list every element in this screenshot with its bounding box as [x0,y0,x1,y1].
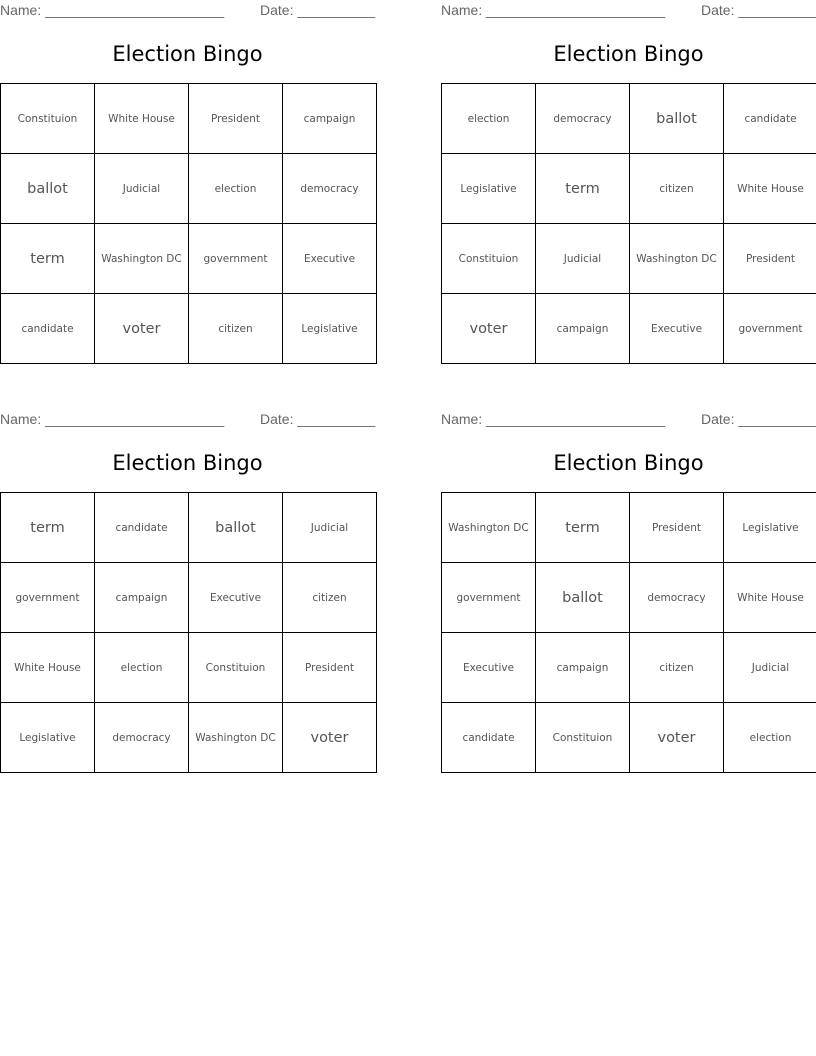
grid-row [442,294,816,364]
grid-cell[interactable]: democracy [95,703,189,773]
grid-cell[interactable]: Constituion [189,633,283,703]
grid-cell[interactable]: Legislative [442,154,536,224]
grid-cell[interactable]: candidate [95,493,189,563]
date-field[interactable]: Date: __________ [260,411,376,427]
grid-cell[interactable]: government [442,563,536,633]
grid-cell[interactable]: democracy [630,563,724,633]
grid-cell[interactable]: Washington DC [442,493,536,563]
grid-cell[interactable]: citizen [630,154,724,224]
grid-cell[interactable]: campaign [536,633,630,703]
grid-cell[interactable]: Executive [442,633,536,703]
card-title: Election Bingo [553,451,704,475]
grid-cell[interactable]: Washington DC [189,703,283,773]
grid-row [442,84,816,154]
grid-cell[interactable]: candidate [1,294,95,364]
grid-cell[interactable]: candidate [442,703,536,773]
grid-cell[interactable]: White House [95,84,189,154]
bingo-card-3 [0,409,375,779]
grid-row [442,563,816,633]
card-title: Election Bingo [112,451,263,475]
grid-cell[interactable]: Constituion [536,703,630,773]
date-field[interactable]: Date: __________ [701,2,816,18]
grid-cell[interactable]: voter [95,294,189,364]
grid-cell[interactable]: White House [724,563,816,633]
grid-cell[interactable]: President [189,84,283,154]
grid-row [442,633,816,703]
grid-cell[interactable]: term [1,224,95,294]
grid-row [1,154,377,224]
grid-cell[interactable]: Legislative [1,703,95,773]
grid-cell[interactable]: White House [1,633,95,703]
grid-cell[interactable]: voter [630,703,724,773]
grid-cell[interactable]: voter [283,703,377,773]
bingo-grid [0,83,377,364]
grid-cell[interactable]: President [724,224,816,294]
grid-row [442,154,816,224]
grid-cell[interactable]: campaign [283,84,377,154]
grid-cell[interactable]: ballot [189,493,283,563]
name-field[interactable]: Name: _______________________ [441,2,666,18]
grid-cell[interactable]: Executive [189,563,283,633]
grid-row [1,703,377,773]
grid-cell[interactable]: election [442,84,536,154]
grid-cell[interactable]: candidate [724,84,816,154]
grid-row [442,224,816,294]
grid-cell[interactable]: ballot [1,154,95,224]
grid-cell[interactable]: Constituion [1,84,95,154]
grid-cell[interactable]: government [724,294,816,364]
grid-cell[interactable]: government [189,224,283,294]
grid-cell[interactable]: citizen [189,294,283,364]
grid-cell[interactable]: term [536,493,630,563]
grid-cell[interactable]: Judicial [95,154,189,224]
bingo-grid [441,492,816,773]
grid-row [442,493,816,563]
grid-row [1,633,377,703]
grid-cell[interactable]: campaign [95,563,189,633]
grid-cell[interactable]: ballot [536,563,630,633]
grid-cell[interactable]: President [283,633,377,703]
grid-cell[interactable]: Judicial [283,493,377,563]
bingo-grid [441,83,816,364]
name-field[interactable]: Name: _______________________ [441,411,666,427]
grid-cell[interactable]: election [189,154,283,224]
grid-cell[interactable]: Judicial [536,224,630,294]
grid-cell[interactable]: citizen [630,633,724,703]
grid-cell[interactable]: Washington DC [630,224,724,294]
grid-cell[interactable]: Legislative [724,493,816,563]
grid-cell[interactable]: democracy [283,154,377,224]
bingo-card-2 [441,0,816,370]
grid-cell[interactable]: Constituion [442,224,536,294]
grid-cell[interactable]: voter [442,294,536,364]
grid-cell[interactable]: Executive [630,294,724,364]
grid-cell[interactable]: White House [724,154,816,224]
grid-row [442,703,816,773]
grid-cell[interactable]: government [1,563,95,633]
bingo-card-1 [0,0,375,370]
grid-row [1,84,377,154]
name-field[interactable]: Name: _______________________ [0,411,225,427]
name-field[interactable]: Name: _______________________ [0,2,225,18]
date-field[interactable]: Date: __________ [260,2,376,18]
grid-row [1,294,377,364]
grid-cell[interactable]: term [1,493,95,563]
grid-cell[interactable]: Judicial [724,633,816,703]
grid-cell[interactable]: Executive [283,224,377,294]
grid-cell[interactable]: Washington DC [95,224,189,294]
card-title: Election Bingo [553,42,704,66]
grid-cell[interactable]: election [724,703,816,773]
grid-cell[interactable]: citizen [283,563,377,633]
grid-row [1,493,377,563]
date-field[interactable]: Date: __________ [701,411,816,427]
grid-cell[interactable]: election [95,633,189,703]
grid-cell[interactable]: term [536,154,630,224]
grid-row [1,224,377,294]
card-title: Election Bingo [112,42,263,66]
grid-cell[interactable]: campaign [536,294,630,364]
grid-cell[interactable]: President [630,493,724,563]
bingo-card-4 [441,409,816,779]
grid-cell[interactable]: ballot [630,84,724,154]
grid-cell[interactable]: Legislative [283,294,377,364]
bingo-grid [0,492,377,773]
grid-cell[interactable]: democracy [536,84,630,154]
grid-row [1,563,377,633]
